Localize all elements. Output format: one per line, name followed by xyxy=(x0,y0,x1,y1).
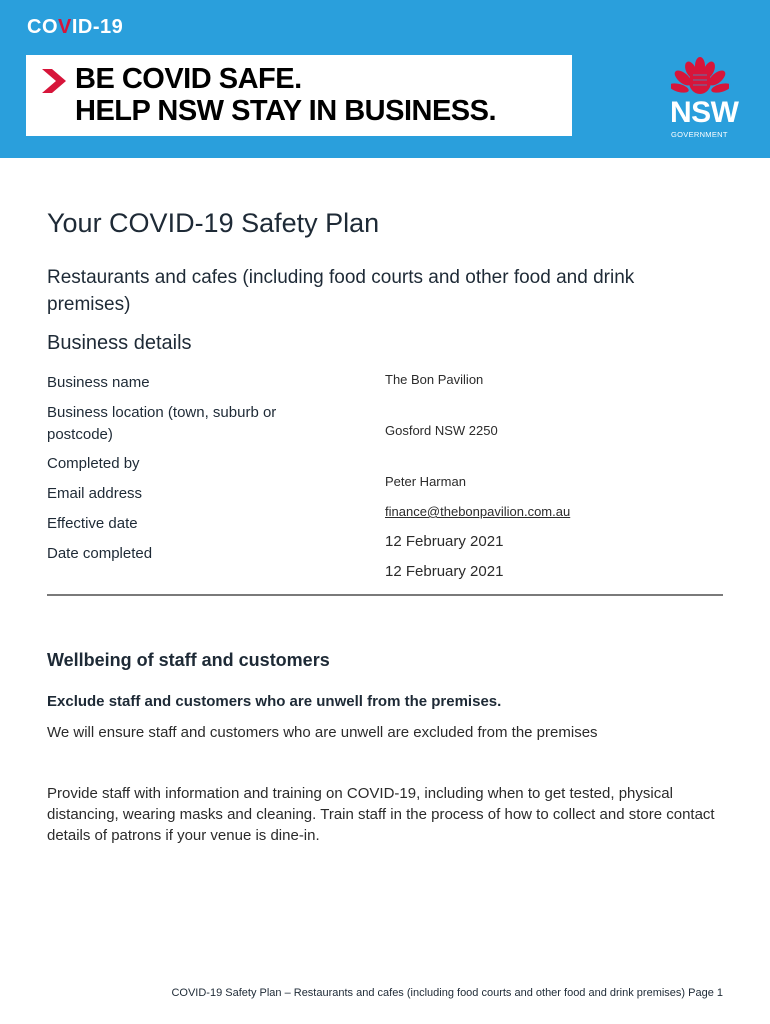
staff-training-text: Provide staff with information and training on COVID-19, including when to get tested, physical distancing, wearing masks and cleaning. Train staff in the process of how to collect and store contact details of patrons if your venue is dine-in. xyxy=(47,785,715,844)
email-address-label: Email address xyxy=(47,485,143,502)
business-name-label: Business name xyxy=(47,374,150,391)
exclude-unwell-response: We will ensure staff and customers who are unwell are excluded from the premises xyxy=(47,724,598,741)
exclude-unwell-heading: Exclude staff and customers who are unwell from the premises. xyxy=(47,693,502,710)
covid-label-v: V xyxy=(58,16,72,38)
completed-by-value: Peter Harman xyxy=(385,474,466,489)
business-location-label: Business location (town, suburb or postcode) xyxy=(47,404,277,443)
effective-date-value: 12 February 2021 xyxy=(385,533,504,550)
business-details-heading: Business details xyxy=(47,332,192,354)
waratah-flower-icon xyxy=(671,56,729,100)
date-completed-value: 12 February 2021 xyxy=(385,563,504,580)
nsw-logo-text: NSW xyxy=(670,96,739,129)
business-name-value: The Bon Pavilion xyxy=(385,372,484,387)
business-location-value: Gosford NSW 2250 xyxy=(385,423,498,438)
nsw-government-logo xyxy=(665,56,745,140)
nsw-logo-subtext: GOVERNMENT xyxy=(671,130,728,139)
page-title: Your COVID-19 Safety Plan xyxy=(47,208,380,238)
section-divider xyxy=(47,594,723,596)
slogan-line-1: BE COVID SAFE. xyxy=(75,63,302,95)
slogan-line-2: HELP NSW STAY IN BUSINESS. xyxy=(75,95,497,127)
chevron-right-icon xyxy=(40,67,68,95)
page-footer: COVID-19 Safety Plan – Restaurants and cafes (including food courts and other food and drink premises) Page 1 xyxy=(171,987,723,999)
date-completed-label: Date completed xyxy=(47,545,153,562)
effective-date-label: Effective date xyxy=(47,515,138,532)
wellbeing-heading: Wellbeing of staff and customers xyxy=(47,650,330,670)
covid19-label xyxy=(27,16,123,39)
page-subtitle: Restaurants and cafes (including food courts and other food and drink premises) xyxy=(47,267,635,315)
completed-by-label: Completed by xyxy=(47,455,140,472)
email-address-link[interactable]: finance@thebonpavilion.com.au xyxy=(385,504,571,519)
slogan-box xyxy=(26,55,572,136)
header-banner xyxy=(0,0,770,158)
covid-label-prefix: CO xyxy=(27,16,58,38)
covid-label-suffix: ID-19 xyxy=(71,16,124,38)
